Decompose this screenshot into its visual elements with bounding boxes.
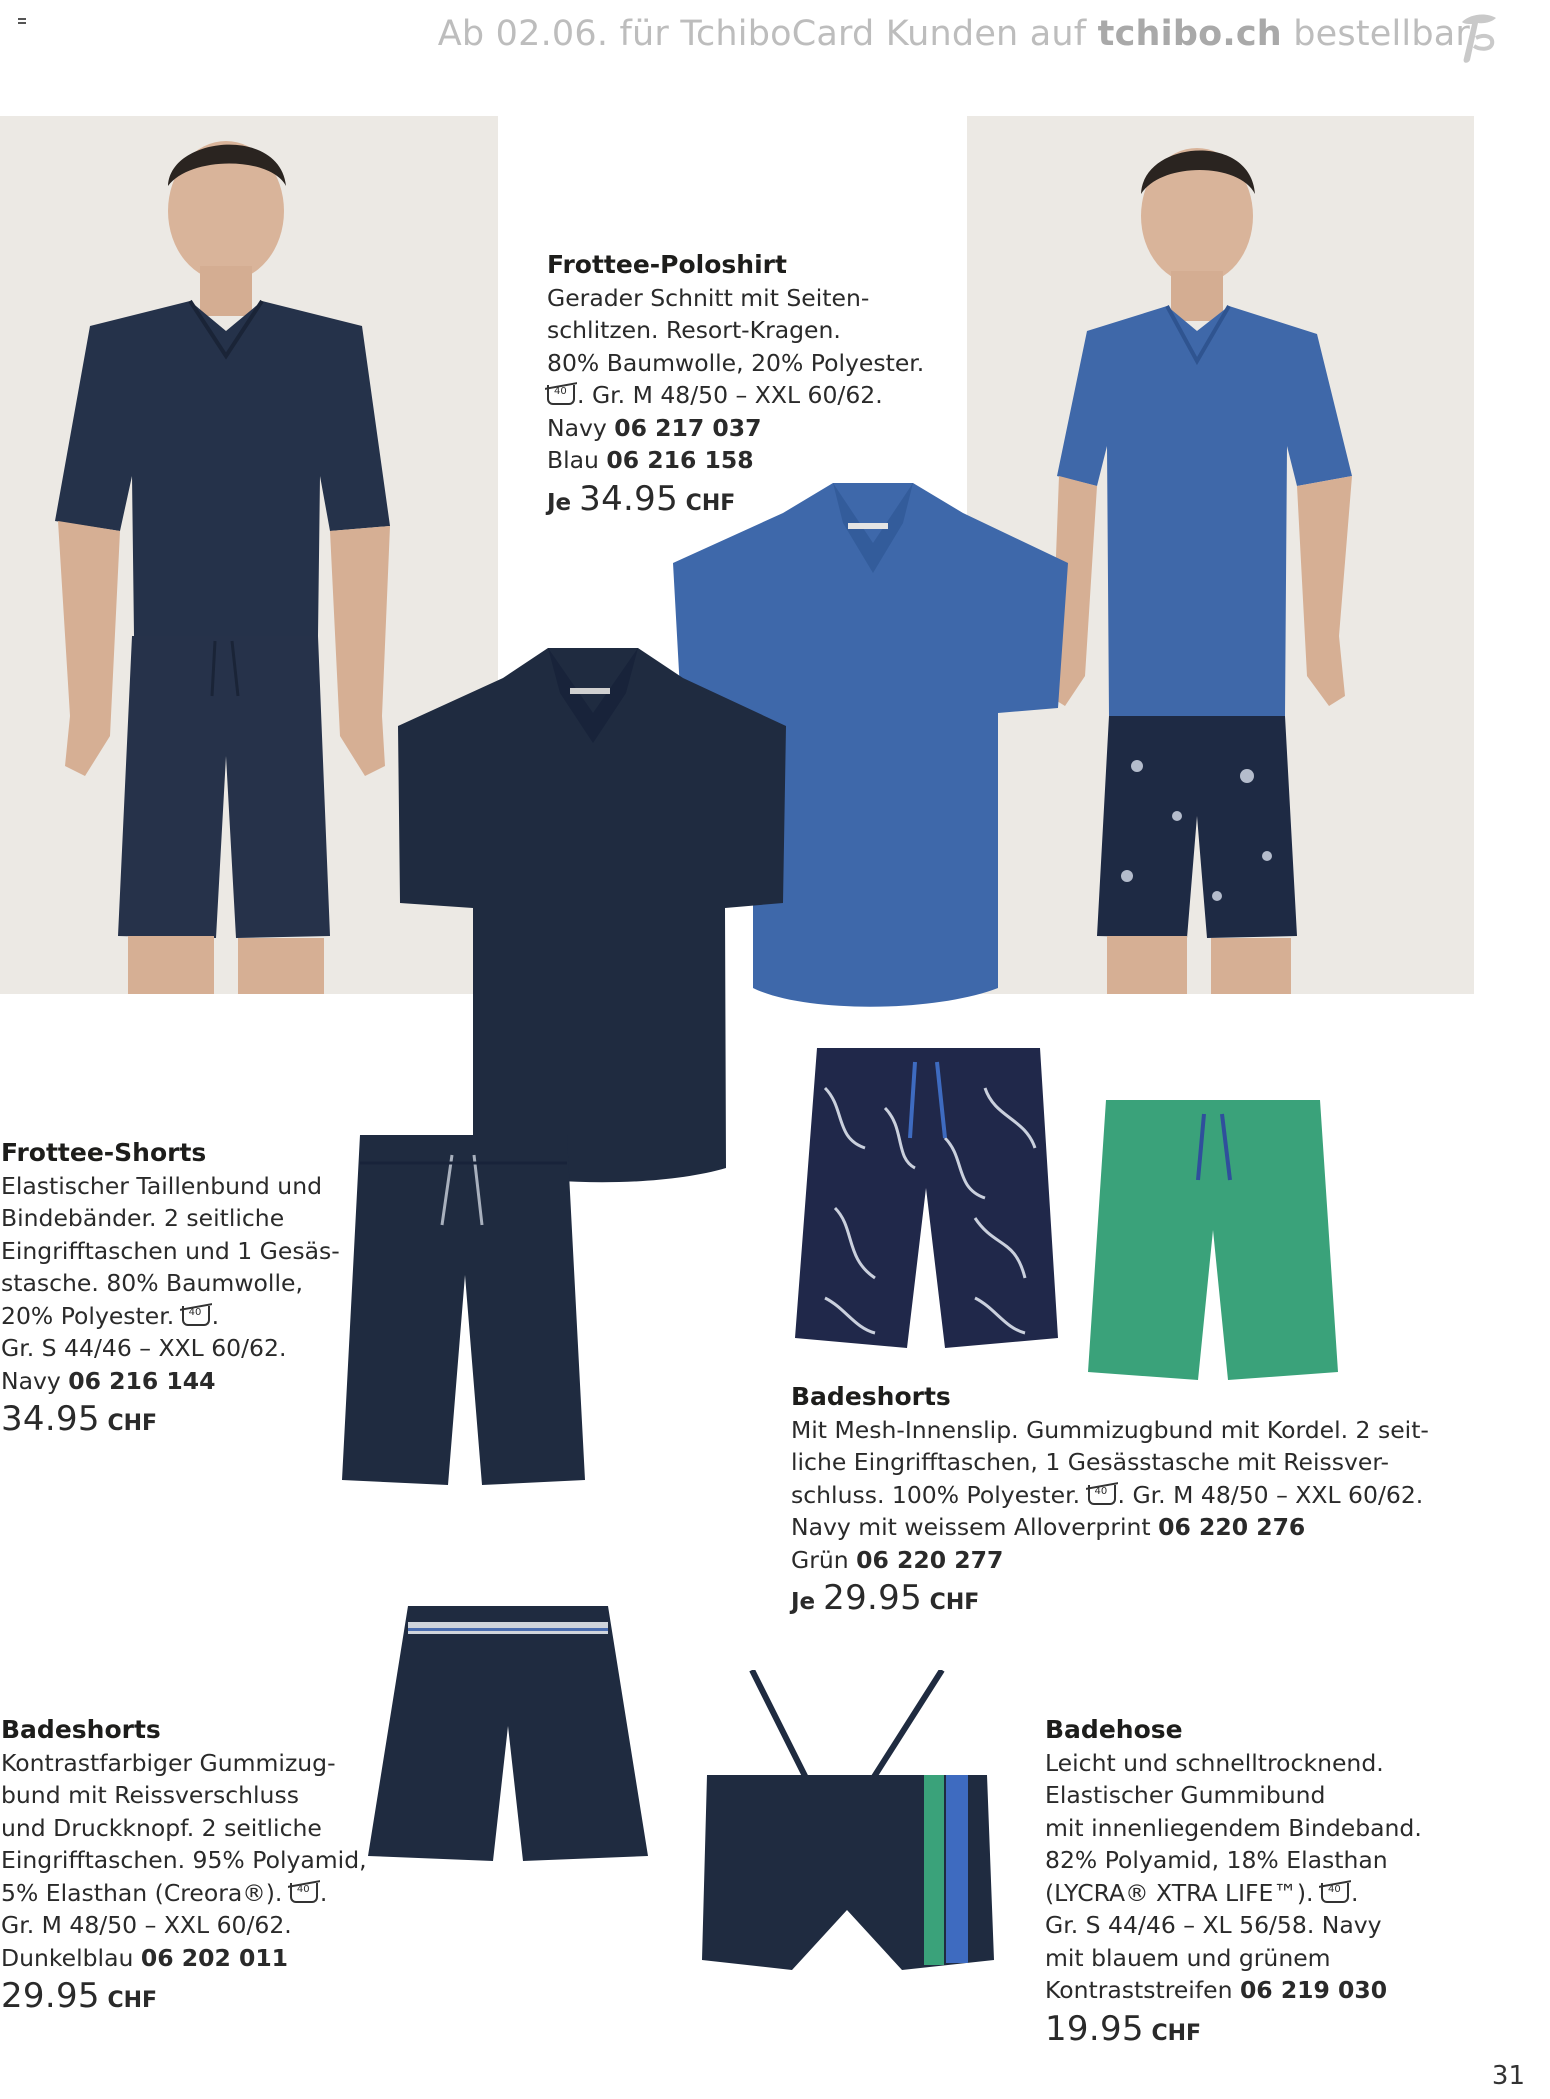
trunks-desc-line: Elastischer Gummibund	[1045, 1781, 1326, 1809]
shorts-desc-line: Eingrifftaschen und 1 Gesäs-	[1, 1236, 340, 1265]
green-swim-shorts-image	[1088, 1100, 1338, 1380]
corner-mark	[18, 18, 26, 24]
swim-shorts-title: Badeshorts	[791, 1382, 951, 1411]
wash-40-icon	[547, 385, 575, 405]
polo-desc-line: Gerader Schnitt mit Seiten-	[547, 283, 870, 312]
swim-shorts-care-line: schluss. 100% Polyester. 40. Gr. M 48/50 – XXL 60/62.	[791, 1479, 1429, 1512]
shorts-variant: Navy 06 216 144	[1, 1366, 216, 1395]
swim-shorts-price: Je 29.95 CHF	[791, 1578, 980, 1618]
article-number: 06 219 030	[1239, 1976, 1388, 2004]
shorts-price: 34.95 CHF	[1, 1399, 158, 1439]
trunks-title: Badehose	[1045, 1715, 1183, 1744]
board-shorts-desc-line: Eingrifftaschen. 95% Polyamid,	[1, 1846, 367, 1874]
board-shorts-desc-line: Kontrastfarbiger Gummizug-	[1, 1748, 336, 1777]
polo-price: Je 34.95 CHF	[547, 478, 736, 519]
polo-variant: Navy 06 217 037	[547, 413, 762, 442]
article-number: 06 220 276	[1158, 1513, 1306, 1541]
swim-shorts-variant: Grün 06 220 277	[791, 1545, 1004, 1574]
swim-shorts-info	[791, 1381, 1429, 1620]
header-site-link[interactable]: tchibo.ch	[1097, 14, 1282, 54]
navy-shorts-image	[342, 1135, 585, 1485]
trunks-desc-line: mit innenliegendem Bindeband.	[1045, 1813, 1422, 1842]
article-number: 06 217 037	[614, 413, 762, 442]
swim-shorts-variant: Navy mit weissem Alloverprint 06 220 276	[791, 1513, 1306, 1541]
article-number: 06 202 011	[140, 1943, 289, 1972]
article-number: 06 220 277	[856, 1545, 1004, 1574]
swim-shorts-desc-line: Mit Mesh-Innenslip. Gummizugbund mit Kordel. 2 seit-	[791, 1415, 1429, 1444]
tchibo-logo-icon	[1456, 8, 1500, 68]
shorts-desc-line: stasche. 80% Baumwolle,	[1, 1269, 303, 1297]
polo-care-line: 40. Gr. M 48/50 – XXL 60/62.	[547, 379, 924, 412]
shorts-title: Frottee-Shorts	[1, 1138, 207, 1167]
page-number: 31	[1491, 2061, 1525, 2091]
polo-variant: Blau 06 216 158	[547, 446, 754, 474]
board-shorts-price: 29.95 CHF	[1, 1976, 158, 2016]
board-shorts-size-line: Gr. M 48/50 – XXL 60/62.	[1, 1911, 292, 1939]
polo-title: Frottee-Poloshirt	[547, 250, 787, 279]
article-number: 06 216 144	[68, 1366, 216, 1395]
shorts-care-line: 20% Polyester. 40.	[1, 1300, 340, 1333]
trunks-desc-line: 82% Polyamid, 18% Elasthan	[1045, 1846, 1388, 1874]
article-number: 06 216 158	[606, 446, 754, 474]
patterned-swim-shorts-image	[795, 1048, 1058, 1348]
wash-40-icon	[182, 1306, 210, 1326]
board-shorts-image	[368, 1606, 648, 1861]
polo-desc-line: 80% Baumwolle, 20% Polyester.	[547, 348, 925, 377]
swim-trunks-image	[702, 1670, 994, 1992]
shorts-desc-line: Bindebänder. 2 seitliche	[1, 1204, 285, 1232]
polo-info	[547, 249, 924, 520]
wash-40-icon	[1088, 1485, 1116, 1505]
trunks-care-line: (LYCRA® XTRA LIFE™). 40.	[1045, 1877, 1422, 1910]
polo-desc-line: schlitzen. Resort-Kragen.	[547, 316, 841, 344]
board-shorts-care-line: 5% Elasthan (Creora®). 40.	[1, 1877, 367, 1910]
wash-40-icon	[1321, 1883, 1349, 1903]
board-shorts-info	[1, 1714, 367, 2018]
board-shorts-variant: Dunkelblau 06 202 011	[1, 1943, 289, 1972]
shorts-desc-line: Elastischer Taillenbund und	[1, 1171, 323, 1200]
shorts-info	[1, 1137, 340, 1441]
trunks-desc-line: mit blauem und grünem	[1045, 1943, 1331, 1972]
board-shorts-desc-line: und Druckknopf. 2 seitliche	[1, 1813, 322, 1842]
trunks-variant: Kontraststreifen 06 219 030	[1045, 1976, 1388, 2004]
trunks-desc-line: Leicht und schnelltrocknend.	[1045, 1748, 1384, 1777]
wash-40-icon	[290, 1883, 318, 1903]
navy-polo-image	[398, 648, 790, 1183]
trunks-desc-line: Gr. S 44/46 – XL 56/58. Navy	[1045, 1911, 1382, 1939]
trunks-info	[1045, 1714, 1422, 2050]
shorts-size-line: Gr. S 44/46 – XXL 60/62.	[1, 1334, 287, 1362]
trunks-price: 19.95 CHF	[1045, 2008, 1202, 2049]
header-availability-text: Ab 02.06. für TchiboCard Kunden auf tchibo.ch bestellbar	[437, 14, 1470, 54]
swim-shorts-desc-line: liche Eingrifftaschen, 1 Gesässtasche mit Reissver-	[791, 1448, 1390, 1476]
board-shorts-desc-line: bund mit Reissverschluss	[1, 1781, 299, 1809]
board-shorts-title: Badeshorts	[1, 1715, 161, 1744]
